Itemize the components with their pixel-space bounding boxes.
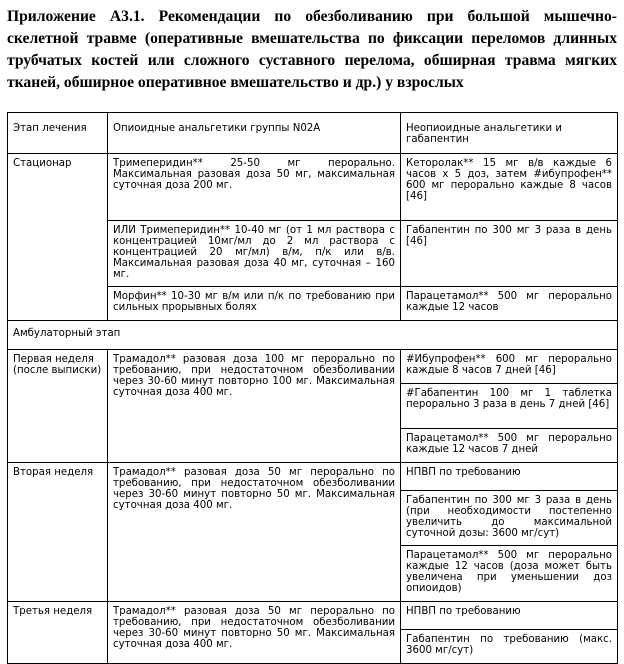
opioid-cell: Трамадол** разовая доза 100 мг перорально по требованию, при недостаточном обезболивании через 30-60 минут повторно 100 мг. Максимальная суточная доза 400 мг.	[108, 350, 401, 463]
stage-cell: Вторая неделя	[8, 463, 108, 602]
stage-cell: Стационар	[8, 154, 108, 321]
opioid-cell: Морфин** 10-30 мг в/м или п/к по требованию при сильных прорывных болях	[108, 287, 401, 321]
stage-cell: Третья неделя	[8, 602, 108, 664]
table-row	[8, 602, 618, 630]
non-opioid-cell: Габапентин по 300 мг 3 раза в день (при необходимости постепенно увеличить до максимальной суточной дозы: 3600 мг/сут)	[401, 491, 618, 546]
non-opioid-cell: НПВП по требованию	[401, 463, 618, 491]
header-stage: Этап лечения	[8, 113, 108, 154]
table-row	[8, 321, 618, 350]
opioid-cell: ИЛИ Тримеперидин** 10-40 мг (от 1 мл раствора с концентрацией 10мг/мл до 2 мл раствора с концентрацией 20 мг/мл) в/м, п/к или в/в. Максимальная разовая доза 40 мг, суточная – 160 мг.	[108, 221, 401, 287]
table-header-row	[8, 113, 618, 154]
stage-cell: Первая неделя (после выписки)	[8, 350, 108, 463]
document-heading: Приложение А3.1. Рекомендации по обезболиванию при большой мышечно-скелетной травме (оперативные вмешательства по фиксации переломов длинных трубчатых костей или сложного суставного перелома, обширная травма мягких тканей, обширное оперативное вмешательство и др.) у взрослых	[7, 8, 617, 91]
analgesia-table	[7, 112, 618, 664]
non-opioid-cell: Парацетамол** 500 мг перорально каждые 12 часов 7 дней	[401, 429, 618, 463]
non-opioid-cell: Кеторолак** 15 мг в/в каждые 6 часов х 5 доз, затем #ибупрофен** 600 мг перорально каждые 8 часов [46]	[401, 154, 618, 221]
header-non-opioids: Неопиоидные анальгетики и габапентин	[401, 113, 618, 154]
opioid-cell: Тримеперидин** 25-50 мг перорально. Максимальная разовая доза 50 мг, максимальная суточная доза 200 мг.	[108, 154, 401, 221]
non-opioid-cell: Габапентин по 300 мг 3 раза в день [46]	[401, 221, 618, 287]
non-opioid-cell: Габапентин по требованию (макс. 3600 мг/сут)	[401, 630, 618, 664]
non-opioid-cell: НПВП по требованию	[401, 602, 618, 630]
table-row	[8, 154, 618, 221]
table-row	[8, 463, 618, 491]
non-opioid-cell: #Габапентин 100 мг 1 таблетка перорально 3 раза в день 7 дней [46]	[401, 384, 618, 429]
non-opioid-cell: #Ибупрофен** 600 мг перорально каждые 8 часов 7 дней [46]	[401, 350, 618, 384]
non-opioid-cell: Парацетамол** 500 мг перорально каждые 12 часов (доза может быть увеличена при уменьшении доз опиоидов)	[401, 546, 618, 602]
ambulatory-stage-label: Амбулаторный этап	[8, 321, 618, 350]
header-opioids: Опиоидные анальгетики группы N02A	[108, 113, 401, 154]
non-opioid-cell: Парацетамол** 500 мг перорально каждые 12 часов	[401, 287, 618, 321]
table-row	[8, 350, 618, 384]
opioid-cell: Трамадол** разовая доза 50 мг перорально по требованию, при недостаточном обезболивании через 30-60 минут повторно 50 мг. Максимальная суточная доза 400 мг.	[108, 602, 401, 664]
opioid-cell: Трамадол** разовая доза 50 мг перорально по требованию, при недостаточном обезболивании через 30-60 минут повторно 50 мг. Максимальная суточная доза 400 мг.	[108, 463, 401, 602]
